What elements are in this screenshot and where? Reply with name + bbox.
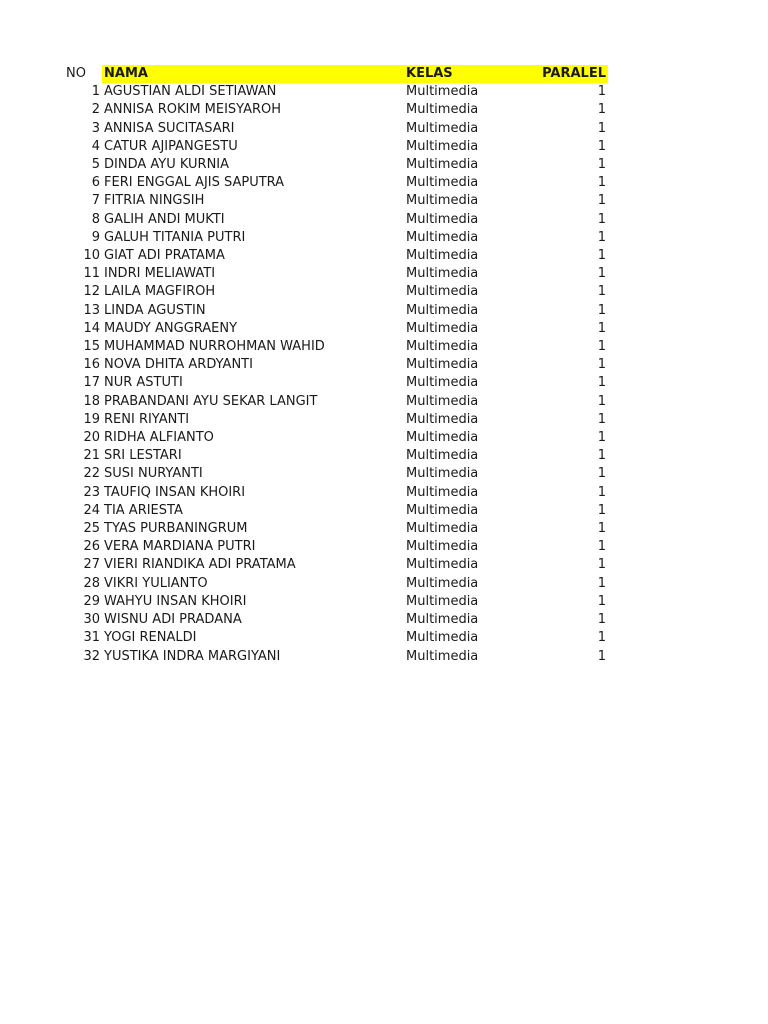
table-row bbox=[62, 211, 608, 229]
row-kelas-cell: Multimedia bbox=[406, 430, 479, 446]
table-row bbox=[62, 538, 608, 556]
table-row bbox=[62, 611, 608, 629]
row-kelas-cell: Multimedia bbox=[406, 120, 479, 136]
row-nama-cell: ANNISA SUCITASARI bbox=[104, 120, 235, 136]
row-paralel-cell: 1 bbox=[597, 521, 606, 537]
table-row bbox=[62, 484, 608, 502]
row-nama-cell: NUR ASTUTI bbox=[104, 375, 183, 391]
row-paralel-cell: 1 bbox=[597, 393, 606, 409]
row-no-cell: 27 bbox=[83, 557, 100, 573]
table-row bbox=[62, 229, 608, 247]
row-nama-cell: AGUSTIAN ALDI SETIAWAN bbox=[104, 84, 277, 100]
row-nama-cell: FERI ENGGAL AJIS SAPUTRA bbox=[104, 175, 285, 191]
row-no-cell: 31 bbox=[83, 630, 100, 646]
table-row bbox=[62, 192, 608, 210]
row-paralel-cell: 1 bbox=[597, 284, 606, 300]
row-kelas-cell: Multimedia bbox=[406, 557, 479, 573]
row-paralel-cell: 1 bbox=[597, 612, 606, 628]
table-row bbox=[62, 520, 608, 538]
row-kelas-cell: Multimedia bbox=[406, 175, 479, 191]
row-paralel-cell: 1 bbox=[597, 411, 606, 427]
row-kelas-cell: Multimedia bbox=[406, 339, 479, 355]
table-row bbox=[62, 320, 608, 338]
table-row bbox=[62, 138, 608, 156]
row-kelas-cell: Multimedia bbox=[406, 393, 479, 409]
row-nama-cell: NOVA DHITA ARDYANTI bbox=[104, 357, 253, 373]
table-row bbox=[62, 429, 608, 447]
row-no-cell: 22 bbox=[83, 466, 100, 482]
row-no-cell: 8 bbox=[91, 211, 100, 227]
header-no: NO bbox=[66, 66, 86, 81]
row-paralel-cell: 1 bbox=[597, 138, 606, 154]
row-nama-cell: YOGI RENALDI bbox=[104, 630, 197, 646]
table-row bbox=[62, 465, 608, 483]
row-nama-cell: LAILA MAGFIROH bbox=[104, 284, 216, 300]
table-row bbox=[62, 174, 608, 192]
row-no-cell: 3 bbox=[91, 120, 100, 136]
row-no-cell: 30 bbox=[83, 612, 100, 628]
table-row bbox=[62, 356, 608, 374]
row-no-cell: 11 bbox=[83, 266, 100, 282]
row-paralel-cell: 1 bbox=[597, 211, 606, 227]
row-kelas-cell: Multimedia bbox=[406, 539, 479, 555]
row-no-cell: 32 bbox=[83, 648, 100, 664]
row-nama-cell: ANNISA ROKIM MEISYAROH bbox=[104, 102, 282, 118]
row-paralel-cell: 1 bbox=[597, 248, 606, 264]
row-kelas-cell: Multimedia bbox=[406, 284, 479, 300]
table-row bbox=[62, 283, 608, 301]
row-paralel-cell: 1 bbox=[597, 229, 606, 245]
row-kelas-cell: Multimedia bbox=[406, 593, 479, 609]
row-kelas-cell: Multimedia bbox=[406, 630, 479, 646]
row-kelas-cell: Multimedia bbox=[406, 575, 479, 591]
row-paralel-cell: 1 bbox=[597, 484, 606, 500]
table-row bbox=[62, 338, 608, 356]
row-no-cell: 5 bbox=[91, 157, 100, 173]
row-no-cell: 6 bbox=[91, 175, 100, 191]
row-paralel-cell: 1 bbox=[597, 502, 606, 518]
row-paralel-cell: 1 bbox=[597, 357, 606, 373]
row-no-cell: 17 bbox=[83, 375, 100, 391]
row-nama-cell: RIDHA ALFIANTO bbox=[104, 430, 214, 446]
row-paralel-cell: 1 bbox=[597, 193, 606, 209]
row-nama-cell: YUSTIKA INDRA MARGIYANI bbox=[104, 648, 281, 664]
row-paralel-cell: 1 bbox=[597, 593, 606, 609]
row-kelas-cell: Multimedia bbox=[406, 248, 479, 264]
row-paralel-cell: 1 bbox=[597, 557, 606, 573]
table-row bbox=[62, 374, 608, 392]
table-row bbox=[62, 502, 608, 520]
row-kelas-cell: Multimedia bbox=[406, 229, 479, 245]
table-row bbox=[62, 556, 608, 574]
row-nama-cell: VERA MARDIANA PUTRI bbox=[104, 539, 256, 555]
table-row bbox=[62, 101, 608, 119]
row-paralel-cell: 1 bbox=[597, 466, 606, 482]
row-nama-cell: DINDA AYU KURNIA bbox=[104, 157, 230, 173]
row-kelas-cell: Multimedia bbox=[406, 266, 479, 282]
row-nama-cell: CATUR AJIPANGESTU bbox=[104, 138, 238, 154]
row-no-cell: 25 bbox=[83, 521, 100, 537]
row-nama-cell: VIKRI YULIANTO bbox=[104, 575, 208, 591]
row-nama-cell: WISNU ADI PRADANA bbox=[104, 612, 242, 628]
row-kelas-cell: Multimedia bbox=[406, 320, 479, 336]
row-nama-cell: TIA ARIESTA bbox=[104, 502, 183, 518]
table-row bbox=[62, 575, 608, 593]
row-nama-cell: VIERI RIANDIKA ADI PRATAMA bbox=[104, 557, 296, 573]
table-row bbox=[62, 447, 608, 465]
row-kelas-cell: Multimedia bbox=[406, 138, 479, 154]
row-paralel-cell: 1 bbox=[597, 120, 606, 136]
row-no-cell: 19 bbox=[83, 411, 100, 427]
row-kelas-cell: Multimedia bbox=[406, 102, 479, 118]
header-paralel: PARALEL bbox=[510, 65, 608, 83]
row-no-cell: 15 bbox=[83, 339, 100, 355]
row-no-cell: 4 bbox=[91, 138, 100, 154]
row-no-cell: 23 bbox=[83, 484, 100, 500]
row-paralel-cell: 1 bbox=[597, 430, 606, 446]
header-kelas: KELAS bbox=[404, 65, 510, 83]
row-nama-cell: GIAT ADI PRATAMA bbox=[104, 248, 225, 264]
row-paralel-cell: 1 bbox=[597, 648, 606, 664]
row-paralel-cell: 1 bbox=[597, 302, 606, 318]
row-kelas-cell: Multimedia bbox=[406, 302, 479, 318]
row-nama-cell: SUSI NURYANTI bbox=[104, 466, 203, 482]
table-row bbox=[62, 156, 608, 174]
row-no-cell: 9 bbox=[91, 229, 100, 245]
student-list-sheet bbox=[62, 65, 608, 666]
row-paralel-cell: 1 bbox=[597, 630, 606, 646]
table-row bbox=[62, 265, 608, 283]
row-kelas-cell: Multimedia bbox=[406, 193, 479, 209]
row-nama-cell: TYAS PURBANINGRUM bbox=[104, 521, 248, 537]
row-no-cell: 21 bbox=[83, 448, 100, 464]
row-nama-cell: FITRIA NINGSIH bbox=[104, 193, 205, 209]
row-paralel-cell: 1 bbox=[597, 175, 606, 191]
row-nama-cell: SRI LESTARI bbox=[104, 448, 182, 464]
table-row bbox=[62, 629, 608, 647]
row-kelas-cell: Multimedia bbox=[406, 484, 479, 500]
row-kelas-cell: Multimedia bbox=[406, 375, 479, 391]
row-paralel-cell: 1 bbox=[597, 157, 606, 173]
row-nama-cell: GALIH ANDI MUKTI bbox=[104, 211, 225, 227]
table-header bbox=[62, 65, 608, 83]
table-row bbox=[62, 120, 608, 138]
row-nama-cell: LINDA AGUSTIN bbox=[104, 302, 206, 318]
row-paralel-cell: 1 bbox=[597, 539, 606, 555]
row-paralel-cell: 1 bbox=[597, 266, 606, 282]
table-row bbox=[62, 247, 608, 265]
row-no-cell: 13 bbox=[83, 302, 100, 318]
row-nama-cell: PRABANDANI AYU SEKAR LANGIT bbox=[104, 393, 318, 409]
row-no-cell: 26 bbox=[83, 539, 100, 555]
row-no-cell: 14 bbox=[83, 320, 100, 336]
row-kelas-cell: Multimedia bbox=[406, 648, 479, 664]
row-no-cell: 20 bbox=[83, 430, 100, 446]
row-paralel-cell: 1 bbox=[597, 102, 606, 118]
table-row bbox=[62, 302, 608, 320]
row-nama-cell: INDRI MELIAWATI bbox=[104, 266, 216, 282]
row-no-cell: 18 bbox=[83, 393, 100, 409]
table-body bbox=[62, 83, 608, 666]
row-nama-cell: WAHYU INSAN KHOIRI bbox=[104, 593, 247, 609]
row-no-cell: 16 bbox=[83, 357, 100, 373]
row-no-cell: 1 bbox=[91, 84, 100, 100]
row-no-cell: 7 bbox=[91, 193, 100, 209]
row-kelas-cell: Multimedia bbox=[406, 502, 479, 518]
table-row bbox=[62, 411, 608, 429]
row-kelas-cell: Multimedia bbox=[406, 612, 479, 628]
row-kelas-cell: Multimedia bbox=[406, 466, 479, 482]
row-nama-cell: GALUH TITANIA PUTRI bbox=[104, 229, 246, 245]
row-nama-cell: RENI RIYANTI bbox=[104, 411, 190, 427]
row-no-cell: 12 bbox=[83, 284, 100, 300]
row-kelas-cell: Multimedia bbox=[406, 411, 479, 427]
row-no-cell: 10 bbox=[83, 248, 100, 264]
table-row bbox=[62, 593, 608, 611]
row-paralel-cell: 1 bbox=[597, 448, 606, 464]
table-row bbox=[62, 83, 608, 101]
table-row bbox=[62, 648, 608, 666]
row-paralel-cell: 1 bbox=[597, 575, 606, 591]
row-no-cell: 24 bbox=[83, 502, 100, 518]
row-nama-cell: TAUFIQ INSAN KHOIRI bbox=[104, 484, 246, 500]
row-kelas-cell: Multimedia bbox=[406, 211, 479, 227]
row-kelas-cell: Multimedia bbox=[406, 84, 479, 100]
row-kelas-cell: Multimedia bbox=[406, 357, 479, 373]
header-row bbox=[62, 65, 608, 83]
row-kelas-cell: Multimedia bbox=[406, 448, 479, 464]
row-nama-cell: MUHAMMAD NURROHMAN WAHID bbox=[104, 339, 325, 355]
row-kelas-cell: Multimedia bbox=[406, 521, 479, 537]
row-no-cell: 28 bbox=[83, 575, 100, 591]
header-nama: NAMA bbox=[102, 65, 404, 83]
row-no-cell: 2 bbox=[91, 102, 100, 118]
row-kelas-cell: Multimedia bbox=[406, 157, 479, 173]
student-table bbox=[62, 65, 608, 666]
row-paralel-cell: 1 bbox=[597, 320, 606, 336]
row-paralel-cell: 1 bbox=[597, 339, 606, 355]
table-row bbox=[62, 393, 608, 411]
row-paralel-cell: 1 bbox=[597, 84, 606, 100]
row-paralel-cell: 1 bbox=[597, 375, 606, 391]
row-no-cell: 29 bbox=[83, 593, 100, 609]
row-nama-cell: MAUDY ANGGRAENY bbox=[104, 320, 238, 336]
